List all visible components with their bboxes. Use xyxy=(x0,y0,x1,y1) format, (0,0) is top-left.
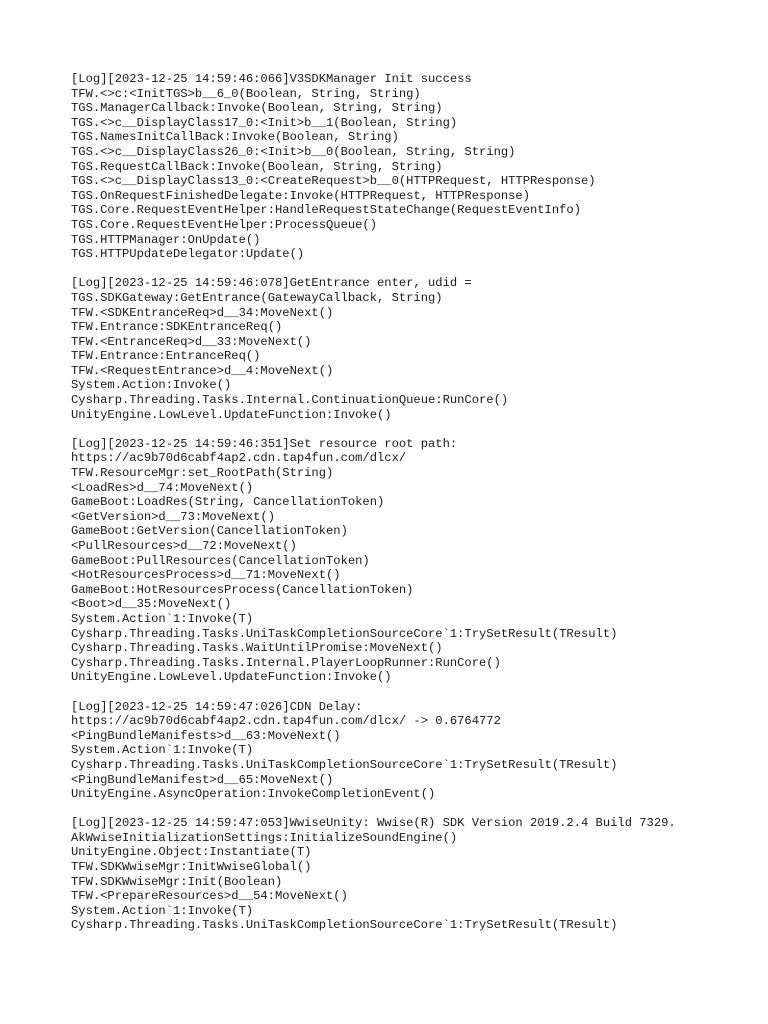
log-entry-header: [Log][2023-12-25 14:59:46:066]V3SDKManager Init success xyxy=(71,72,472,86)
stack-trace-line: TGS.NamesInitCallBack:Invoke(Boolean, String) xyxy=(71,130,399,145)
stack-trace-line: TFW.<SDKEntranceReq>d__34:MoveNext() xyxy=(71,305,334,320)
stack-trace-line: GameBoot:LoadRes(String, CancellationToken) xyxy=(71,495,385,510)
stack-trace-line: <GetVersion>d__73:MoveNext() xyxy=(71,509,275,524)
stack-trace-line: <Boot>d__35:MoveNext() xyxy=(71,597,232,612)
stack-trace-line: TGS.OnRequestFinishedDelegate:Invoke(HTTPRequest, HTTPResponse) xyxy=(71,188,530,203)
stack-trace-line: UnityEngine.AsyncOperation:InvokeCompletionEvent() xyxy=(71,787,436,802)
stack-trace-line: System.Action:Invoke() xyxy=(71,378,232,393)
stack-trace-line: TFW.<>c:<InitTGS>b__6_0(Boolean, String, String) xyxy=(71,86,421,101)
log-entry-header: [Log][2023-12-25 14:59:46:078]GetEntrance enter, udid = xyxy=(71,276,472,291)
stack-trace-line: TFW.SDKWwiseMgr:InitWwiseGlobal() xyxy=(71,860,312,875)
stack-trace-line: https://ac9b70d6cabf4ap2.cdn.tap4fun.com/dlcx/ -> 0.6764772 xyxy=(71,714,501,729)
stack-trace-line: <PingBundleManifests>d__63:MoveNext() xyxy=(71,728,341,743)
stack-trace-line: GameBoot:HotResourcesProcess(CancellationToken) xyxy=(71,582,414,597)
stack-trace-line: TGS.<>c__DisplayClass13_0:<CreateRequest>b__0(HTTPRequest, HTTPResponse) xyxy=(71,174,596,189)
stack-trace-line: <LoadRes>d__74:MoveNext() xyxy=(71,480,254,495)
stack-trace-line: <PullResources>d__72:MoveNext() xyxy=(71,539,297,553)
stack-trace-line: TGS.ManagerCallback:Invoke(Boolean, String, String) xyxy=(71,101,443,116)
stack-trace-line: TGS.<>c__DisplayClass26_0:<Init>b__0(Boolean, String, String) xyxy=(71,144,516,159)
log-entry xyxy=(71,437,761,685)
stack-trace-line: System.Action`1:Invoke(T) xyxy=(71,903,254,918)
log-entry-header: [Log][2023-12-25 14:59:46:351]Set resource root path: xyxy=(71,436,458,451)
stack-trace-line: TGS.HTTPUpdateDelegator:Update() xyxy=(71,247,305,262)
log-entry-header: [Log][2023-12-25 14:59:47:053]WwiseUnity: Wwise(R) SDK Version 2019.2.4 Build 7329. xyxy=(71,816,676,831)
stack-trace-line: Cysharp.Threading.Tasks.Internal.PlayerLoopRunner:RunCore() xyxy=(71,655,501,670)
stack-trace-line: TFW.ResourceMgr:set_RootPath(String) xyxy=(71,466,334,481)
stack-trace-line: https://ac9b70d6cabf4ap2.cdn.tap4fun.com/dlcx/ xyxy=(71,451,407,466)
stack-trace-line: Cysharp.Threading.Tasks.UniTaskCompletionSourceCore`1:TrySetResult(TResult) xyxy=(71,918,618,933)
log-entry xyxy=(71,276,761,422)
log-document xyxy=(71,72,761,948)
stack-trace-line: Cysharp.Threading.Tasks.UniTaskCompletionSourceCore`1:TrySetResult(TResult) xyxy=(71,626,618,641)
stack-trace-line: TGS.SDKGateway:GetEntrance(GatewayCallback, String) xyxy=(71,290,443,305)
stack-trace-line: TFW.Entrance:SDKEntranceReq() xyxy=(71,320,283,335)
stack-trace-line: TGS.RequestCallBack:Invoke(Boolean, String, String) xyxy=(71,159,443,174)
stack-trace-line: TFW.<EntranceReq>d__33:MoveNext() xyxy=(71,334,312,349)
stack-trace-line: UnityEngine.LowLevel.UpdateFunction:Invoke() xyxy=(71,670,392,685)
stack-trace-line: TGS.<>c__DisplayClass17_0:<Init>b__1(Boolean, String) xyxy=(71,115,458,130)
stack-trace-line: Cysharp.Threading.Tasks.WaitUntilPromise:MoveNext() xyxy=(71,641,443,656)
stack-trace-line: TFW.Entrance:EntranceReq() xyxy=(71,349,261,364)
stack-trace-line: GameBoot:GetVersion(CancellationToken) xyxy=(71,524,348,539)
stack-trace-line: TGS.Core.RequestEventHelper:HandleRequestStateChange(RequestEventInfo) xyxy=(71,203,581,218)
log-entry xyxy=(71,816,761,933)
log-entry-header: [Log][2023-12-25 14:59:47:026]CDN Delay: xyxy=(71,699,363,714)
stack-trace-line: TFW.<RequestEntrance>d__4:MoveNext() xyxy=(71,363,334,378)
stack-trace-line: System.Action`1:Invoke(T) xyxy=(71,611,254,626)
stack-trace-line: TFW.<PrepareResources>d__54:MoveNext() xyxy=(71,889,348,904)
log-entry xyxy=(71,700,761,802)
stack-trace-line: <PingBundleManifest>d__65:MoveNext() xyxy=(71,772,334,787)
stack-trace-line: GameBoot:PullResources(CancellationToken) xyxy=(71,553,370,568)
stack-trace-line: UnityEngine.Object:Instantiate(T) xyxy=(71,845,312,860)
stack-trace-line: TGS.Core.RequestEventHelper:ProcessQueue() xyxy=(71,217,377,232)
log-entry xyxy=(71,72,761,262)
stack-trace-line: TFW.SDKWwiseMgr:Init(Boolean) xyxy=(71,874,283,889)
stack-trace-line: Cysharp.Threading.Tasks.UniTaskCompletionSourceCore`1:TrySetResult(TResult) xyxy=(71,757,618,772)
stack-trace-line: UnityEngine.LowLevel.UpdateFunction:Invoke() xyxy=(71,407,392,422)
stack-trace-line: Cysharp.Threading.Tasks.Internal.ContinuationQueue:RunCore() xyxy=(71,393,509,408)
stack-trace-line: System.Action`1:Invoke(T) xyxy=(71,743,254,758)
stack-trace-line: AkWwiseInitializationSettings:InitializeSoundEngine() xyxy=(71,830,458,845)
stack-trace-line: TGS.HTTPManager:OnUpdate() xyxy=(71,232,261,247)
stack-trace-line: <HotResourcesProcess>d__71:MoveNext() xyxy=(71,568,341,583)
